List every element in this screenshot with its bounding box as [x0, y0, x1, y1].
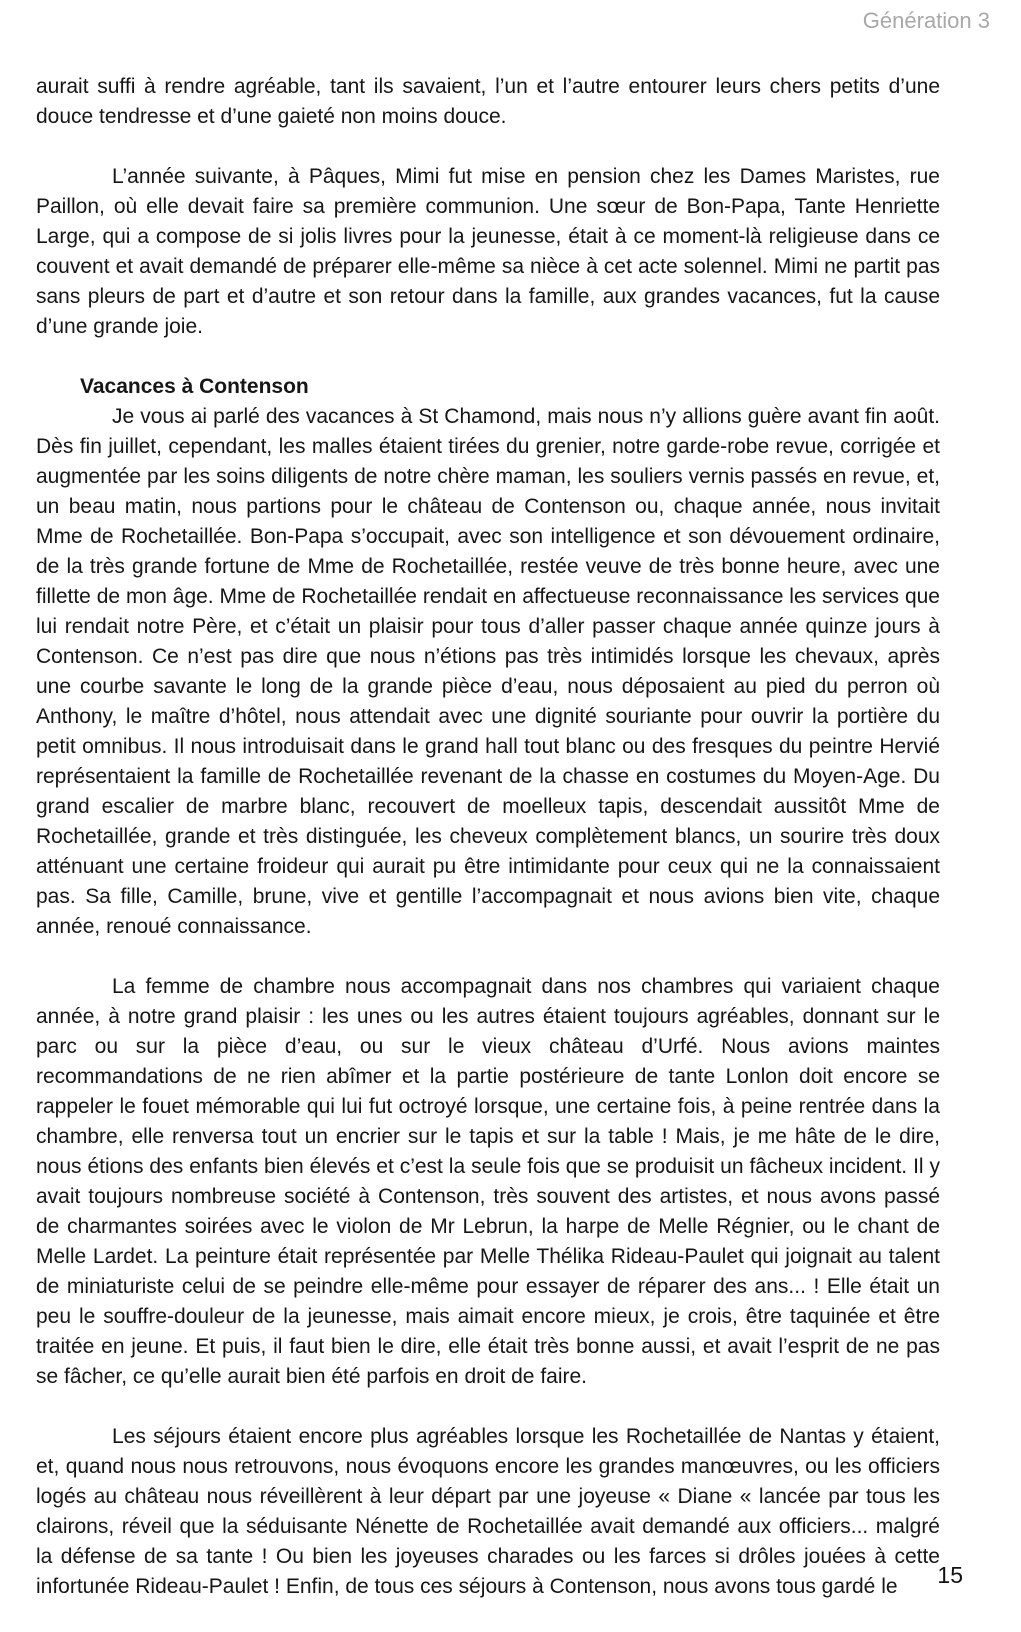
paragraph-pension: L’année suivante, à Pâques, Mimi fut mise en pension chez les Dames Maristes, rue Paillon, où elle devait faire sa première communion. Une sœur de Bon-Papa, Tante Henriette Large, qui a compose de si jolis livres pour la jeunesse, était à ce moment-là religieuse dans ce couvent et avait demandé de préparer elle-même sa nièce à cet acte solennel. Mimi ne partit pas sans pleurs de part et d’autre et son retour dans la famille, aux grandes vacances, fut la cause d’une grande joie. — [36, 165, 940, 338]
paragraph-contenson: Je vous ai parlé des vacances à St Chamond, mais nous n’y allions guère avant fin août. Dès fin juillet, cependant, les malles étaient tirées du grenier, notre garde-robe revue, corrigée et augmentée par les soins diligents de notre chère maman, les souliers vernis passés en revue, et, un beau matin, nous partions pour le château de Contenson ou, chaque année, nous invitait Mme de Rochetaillée. Bon-Papa s’occupait, avec son intelligence et son dévouement ordinaire, de la très grande fortune de Mme de Rochetaillée, restée veuve de très bonne heure, avec une fillette de mon âge. Mme de Rochetaillée rendait en affectueuse reconnaissance les services que lui rendait notre Père, et c’était un plaisir pour tous d’aller passer chaque année quinze jours à Contenson. Ce n’est pas dire que nous n’étions pas très intimidés lorsque les chevaux, après une courbe savante le long de la grande pièce d’eau, nous déposaient au pied du perron où Anthony, le maître d’hôtel, nous attendait avec une dignité souriante pour ouvrir la portière du petit omnibus. Il nous introduisait dans le grand hall tout blanc ou des fresques du peintre Hervié représentaient la famille de Rochetaillée revenant de la chasse en costumes du Moyen-Age. Du grand escalier de marbre blanc, recouvert de moelleux tapis, descendait aussitôt Mme de Rochetaillée, grande et très distinguée, les cheveux complètement blancs, un sourire très doux atténuant une certaine froideur qui aurait pu être intimidante pour ceux qui ne la connaissaient pas. Sa fille, Camille, brune, vive et gentille l’accompagnait et nous avions bien vite, chaque année, renoué connaissance. — [36, 405, 940, 938]
paragraph-sejours: Les séjours étaient encore plus agréables lorsque les Rochetaillée de Nantas y étaient, et, quand nous nous retrouvons, nous évoquons encore les grandes manœuvres, ou les officiers logés au château nous réveillèrent à leur départ par une joyeuse « Diane « lancée par tous les clairons, réveil que la séduisante Nénette de Rochetaillée avait demandé aux officiers... malgré la défense de sa tante ! Ou bien les joyeuses charades ou les farces si drôles jouées à cette infortunée Rideau-Paulet ! Enfin, de tous ces séjours à Contenson, nous avons tous gardé le — [36, 1425, 940, 1598]
section-heading-vacances: Vacances à Contenson — [80, 375, 309, 398]
paragraph-femme-de-chambre: La femme de chambre nous accompagnait dans nos chambres qui variaient chaque année, à notre grand plaisir : les unes ou les autres étaient toujours agréables, donnant sur le parc ou sur la pièce d’eau, ou sur le vieux château d’Urfé. Nous avions maintes recommandations de ne rien abîmer et la partie postérieure de tante Lonlon doit encore se rappeler le fouet mémorable qui lui fut octroyé lorsque, une certaine fois, à peine rentrée dans la chambre, elle renversa tout un encrier sur le tapis et sur la table ! Mais, je me hâte de le dire, nous étions des enfants bien élevés et c’est la seule fois que se produisit un fâcheux incident. Il y avait toujours nombreuse société à Contenson, très souvent des artistes, et nous avons passé de charmantes soirées avec le violon de Mr Lebrun, la harpe de Melle Régnier, ou le chant de Melle Lardet. La peinture était représentée par Melle Thélika Rideau-Paulet qui joignait au talent de miniaturiste celui de se peindre elle-même pour essayer de réparer des ans... ! Elle était un peu le souffre-douleur de la jeunesse, mais aimait encore mieux, je crois, être taquinée et être traitée en jeune. Et puis, il faut bien le dire, elle était très bonne aussi, et avait l’esprit de ne pas se fâcher, ce qu’elle aurait bien été parfois en droit de faire. — [36, 975, 940, 1388]
paragraph-continuation: aurait suffi à rendre agréable, tant ils savaient, l’un et l’autre entourer leurs chers petits d’une douce tendresse et d’une gaieté non moins douce. — [36, 75, 940, 128]
document-body — [36, 72, 940, 1632]
generation-header-label: Génération 3 — [862, 8, 990, 33]
page-number: 15 — [937, 1562, 963, 1588]
